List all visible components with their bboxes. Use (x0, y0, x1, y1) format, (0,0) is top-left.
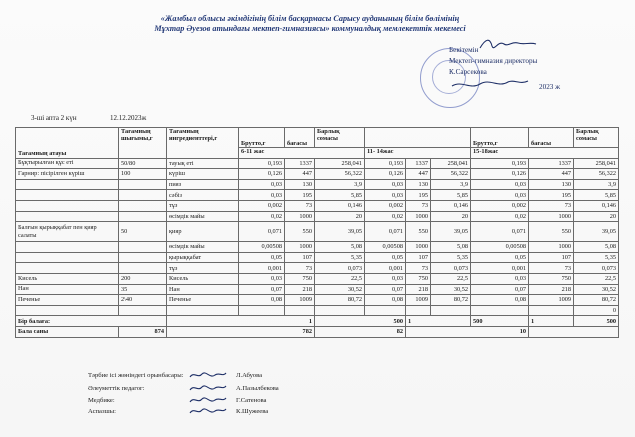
dish-name-cell (16, 179, 119, 190)
value-cell: 1337 (285, 158, 315, 169)
value-cell (315, 305, 365, 316)
ingredient-cell: тұз (167, 200, 239, 211)
value-cell: 30,52 (315, 284, 365, 295)
value-cell: 39,05 (315, 222, 365, 242)
yield-cell: 35 (119, 284, 167, 295)
director-signature (478, 36, 538, 54)
value-cell: 56,322 (315, 169, 365, 180)
value-cell: 56,322 (574, 169, 619, 180)
value-cell: 258,041 (315, 158, 365, 169)
value-cell: 0,146 (315, 200, 365, 211)
value-cell: 80,72 (574, 295, 619, 306)
footer-name: Г.Сатенова (236, 397, 267, 404)
value-cell: 0,193 (239, 158, 285, 169)
value-cell: 0,03 (365, 179, 406, 190)
value-cell: 0,193 (471, 158, 529, 169)
menu-table (15, 127, 619, 338)
value-cell: 107 (406, 252, 431, 263)
ingredient-cell: тауық еті (167, 158, 239, 169)
ingredient-cell: қияр (167, 222, 239, 242)
value-cell: 73 (406, 263, 431, 274)
value-cell: 20 (431, 211, 471, 222)
header-blank-middle (365, 128, 471, 148)
value-cell: 0,073 (431, 263, 471, 274)
dish-name-cell (16, 242, 119, 253)
value-cell: 22,5 (315, 273, 365, 284)
value-cell: 0,08 (471, 295, 529, 306)
ingredient-cell: қырыққабат (167, 252, 239, 263)
dish-name-cell: Бұқтырылған құс еті (16, 158, 119, 169)
table-row (16, 190, 619, 201)
price-c5: 1 (529, 316, 574, 327)
footer-signature (188, 405, 228, 417)
value-cell: 0,146 (431, 200, 471, 211)
value-cell: 1000 (285, 211, 315, 222)
header-yield: Тағамның шығымы,г (119, 128, 167, 159)
value-cell: 1000 (285, 242, 315, 253)
value-cell: 0,03 (239, 190, 285, 201)
dish-name-cell (16, 200, 119, 211)
value-cell: 73 (285, 263, 315, 274)
value-cell: 218 (285, 284, 315, 295)
footer-name: Л.Абуова (236, 372, 263, 379)
value-cell: 56,322 (431, 169, 471, 180)
header-ingredients: Тағамның ингредиенттері,г (167, 128, 239, 159)
table-row (16, 273, 619, 284)
footer-name: К.Шужеева (236, 408, 269, 415)
value-cell: 22,5 (431, 273, 471, 284)
table-row (16, 263, 619, 274)
price-c1: 1 (167, 316, 315, 327)
value-cell: 0,03 (471, 190, 529, 201)
table-row (16, 211, 619, 222)
value-cell: 3,9 (315, 179, 365, 190)
price-c3: 1 (406, 316, 471, 327)
value-cell: 0,03 (239, 179, 285, 190)
approval-title: Бекітемін (449, 46, 479, 54)
footer-signature (188, 369, 228, 381)
value-cell: 0,03 (365, 273, 406, 284)
value-cell: 0,002 (471, 200, 529, 211)
yield-cell (119, 179, 167, 190)
price-c6: 500 (574, 316, 619, 327)
value-cell: 195 (406, 190, 431, 201)
value-cell: 0,071 (239, 222, 285, 242)
menu-date: 12.12.2023ж (110, 114, 147, 122)
value-cell: 0,00508 (365, 242, 406, 253)
ingredient-cell: Печенье (167, 295, 239, 306)
date-signature-mark (450, 76, 530, 92)
value-cell: 5,85 (431, 190, 471, 201)
footer-name: А.Пазылбекова (236, 385, 279, 392)
value-cell (285, 305, 315, 316)
header-line-2: Мұхтар Әуезов атындағы мектеп-гимназиясы» коммуналдық мемлекеттік мекемесі (154, 24, 466, 33)
value-cell (529, 305, 574, 316)
value-cell: 0,02 (239, 211, 285, 222)
value-cell: 0,001 (471, 263, 529, 274)
value-cell: 80,72 (315, 295, 365, 306)
count-c4: 10 (406, 326, 529, 337)
value-cell: 0,126 (365, 169, 406, 180)
dish-name-cell (16, 252, 119, 263)
value-cell: 1000 (529, 242, 574, 253)
yield-cell: 50 (119, 222, 167, 242)
approval-year: 2023 ж (539, 83, 561, 91)
value-cell: 0,002 (239, 200, 285, 211)
value-cell: 0,03 (471, 273, 529, 284)
value-cell: 0,05 (471, 252, 529, 263)
price-c2: 500 (315, 316, 406, 327)
yield-cell (119, 242, 167, 253)
value-cell: 218 (406, 284, 431, 295)
value-cell: 195 (529, 190, 574, 201)
value-cell (239, 305, 285, 316)
value-cell: 0,07 (365, 284, 406, 295)
value-cell: 39,05 (574, 222, 619, 242)
value-cell: 258,041 (574, 158, 619, 169)
value-cell: 550 (285, 222, 315, 242)
age-group-6-11: 6-11 жас (239, 148, 365, 159)
value-cell: 5,35 (431, 252, 471, 263)
value-cell: 5,35 (574, 252, 619, 263)
value-cell: 5,85 (315, 190, 365, 201)
value-cell: 750 (285, 273, 315, 284)
value-cell: 3,9 (431, 179, 471, 190)
header-total-2: Барлық сомасы (574, 128, 619, 148)
yield-cell: 200 (119, 273, 167, 284)
header-gross: Брутто,г (239, 128, 285, 148)
dish-name-cell: Печенье (16, 295, 119, 306)
menu-table-body (16, 158, 619, 316)
table-row (16, 252, 619, 263)
count-c3: 82 (315, 326, 406, 337)
value-cell: 0,071 (365, 222, 406, 242)
value-cell: 258,041 (431, 158, 471, 169)
footer-signature (188, 382, 228, 394)
value-cell: 447 (285, 169, 315, 180)
ingredient-cell: Кисель (167, 273, 239, 284)
yield-cell: 100 (119, 169, 167, 180)
header-line-1: «Жамбыл облысы әкімдігінің білім басқармасы Сарысу ауданының білім бөлімінің (160, 14, 460, 23)
value-cell: 0,001 (239, 263, 285, 274)
value-cell: 0,05 (239, 252, 285, 263)
age-group-11-14: 11- 14жас (365, 148, 471, 159)
value-cell: 130 (529, 179, 574, 190)
price-per-child-row (16, 316, 619, 327)
yield-cell (119, 211, 167, 222)
value-cell: 107 (529, 252, 574, 263)
table-row (16, 179, 619, 190)
approval-name: К.Сарсекова (449, 68, 487, 76)
value-cell: 0,05 (365, 252, 406, 263)
value-cell: 218 (529, 284, 574, 295)
ingredient-cell: тұз (167, 263, 239, 274)
value-cell: 22,5 (574, 273, 619, 284)
yield-cell: 2\40 (119, 295, 167, 306)
header-dish: Тағамның атауы (16, 128, 119, 159)
footer-role: Әлеуметтік педагог: (88, 385, 145, 392)
value-cell: 1009 (529, 295, 574, 306)
value-cell: 0,126 (239, 169, 285, 180)
table-row (16, 169, 619, 180)
value-cell: 20 (574, 211, 619, 222)
value-cell: 0,03 (471, 179, 529, 190)
value-cell: 5,08 (315, 242, 365, 253)
value-cell: 73 (529, 200, 574, 211)
value-cell: 0,002 (365, 200, 406, 211)
ingredient-cell: күріш (167, 169, 239, 180)
table-row (16, 284, 619, 295)
value-cell: 0,126 (471, 169, 529, 180)
value-cell: 130 (406, 179, 431, 190)
value-cell: 0,07 (239, 284, 285, 295)
table-row (16, 158, 619, 169)
value-cell: 0,08 (365, 295, 406, 306)
value-cell: 0,073 (315, 263, 365, 274)
table-row (16, 242, 619, 253)
dish-name-cell: Кисель (16, 273, 119, 284)
dish-name-cell: Балғын қырыққабат пен қияр салаты (16, 222, 119, 242)
ingredient-cell: өсімдік майы (167, 242, 239, 253)
table-row (16, 222, 619, 242)
value-cell (471, 305, 529, 316)
dish-name-cell (16, 263, 119, 274)
value-cell: 73 (529, 263, 574, 274)
value-cell: 750 (529, 273, 574, 284)
value-cell: 1000 (406, 242, 431, 253)
table-row (16, 295, 619, 306)
value-cell: 447 (529, 169, 574, 180)
value-cell: 1000 (406, 211, 431, 222)
value-cell: 73 (406, 200, 431, 211)
value-cell: 447 (406, 169, 431, 180)
table-row (16, 200, 619, 211)
value-cell: 0,02 (471, 211, 529, 222)
value-cell: 1000 (529, 211, 574, 222)
dish-name-cell: Гарнир: пісірілген күріш (16, 169, 119, 180)
header-price: бағасы (285, 128, 315, 148)
yield-cell (119, 190, 167, 201)
value-cell (365, 305, 406, 316)
value-cell: 750 (406, 273, 431, 284)
value-cell: 0 (574, 305, 619, 316)
count-label: Бала саны (16, 326, 119, 337)
value-cell: 0,03 (365, 190, 406, 201)
value-cell: 0,08 (239, 295, 285, 306)
dish-name-cell (16, 305, 119, 316)
value-cell: 0,071 (471, 222, 529, 242)
dish-name-cell (16, 211, 119, 222)
week-day: 3-ші апта 2 күн (31, 114, 77, 122)
dish-name-cell (16, 190, 119, 201)
value-cell: 1337 (406, 158, 431, 169)
value-cell: 107 (285, 252, 315, 263)
value-cell: 1009 (406, 295, 431, 306)
age-group-15-18: 15-18жас (471, 148, 619, 159)
dish-name-cell: Нан (16, 284, 119, 295)
value-cell: 0,03 (239, 273, 285, 284)
header-gross-2: Брутто,г (471, 128, 529, 148)
count-c1: 874 (119, 326, 167, 337)
value-cell: 195 (285, 190, 315, 201)
yield-cell (119, 263, 167, 274)
value-cell: 550 (406, 222, 431, 242)
footer-role: Аспазшы: (88, 408, 116, 415)
yield-cell (119, 252, 167, 263)
value-cell: 30,52 (431, 284, 471, 295)
value-cell: 0,146 (574, 200, 619, 211)
ingredient-cell: пияз (167, 179, 239, 190)
footer-role: Медбике: (88, 397, 115, 404)
value-cell: 3,9 (574, 179, 619, 190)
value-cell: 30,52 (574, 284, 619, 295)
value-cell: 0,001 (365, 263, 406, 274)
table-row (16, 305, 619, 316)
footer-role: Тәрбие ісі жөніндегі орынбасары: (88, 372, 184, 379)
yield-cell: 50/80 (119, 158, 167, 169)
value-cell (406, 305, 431, 316)
value-cell: 5,08 (574, 242, 619, 253)
value-cell: 20 (315, 211, 365, 222)
value-cell: 0,00508 (471, 242, 529, 253)
header-price-2: бағасы (529, 128, 574, 148)
value-cell: 0,193 (365, 158, 406, 169)
value-cell: 73 (285, 200, 315, 211)
value-cell: 5,35 (315, 252, 365, 263)
value-cell: 1337 (529, 158, 574, 169)
value-cell: 0,07 (471, 284, 529, 295)
value-cell: 39,05 (431, 222, 471, 242)
ingredient-cell (167, 305, 239, 316)
value-cell: 5,08 (431, 242, 471, 253)
value-cell: 0,02 (365, 211, 406, 222)
ingredient-cell: Нан (167, 284, 239, 295)
value-cell: 130 (285, 179, 315, 190)
value-cell: 5,85 (574, 190, 619, 201)
ingredient-cell: сәбіз (167, 190, 239, 201)
ingredient-cell: өсімдік майы (167, 211, 239, 222)
yield-cell (119, 305, 167, 316)
price-label: Бір балаға: (16, 316, 167, 327)
value-cell: 550 (529, 222, 574, 242)
value-cell: 80,72 (431, 295, 471, 306)
approval-position: Мектеп-гимназия директоры (449, 57, 538, 65)
value-cell: 0,073 (574, 263, 619, 274)
yield-cell (119, 200, 167, 211)
value-cell: 1009 (285, 295, 315, 306)
count-c2: 782 (167, 326, 315, 337)
count-blank (529, 326, 619, 337)
value-cell (431, 305, 471, 316)
value-cell: 0,00508 (239, 242, 285, 253)
children-count-row (16, 326, 619, 337)
header-total: Барлық сомасы (315, 128, 365, 148)
price-c4: 500 (471, 316, 529, 327)
